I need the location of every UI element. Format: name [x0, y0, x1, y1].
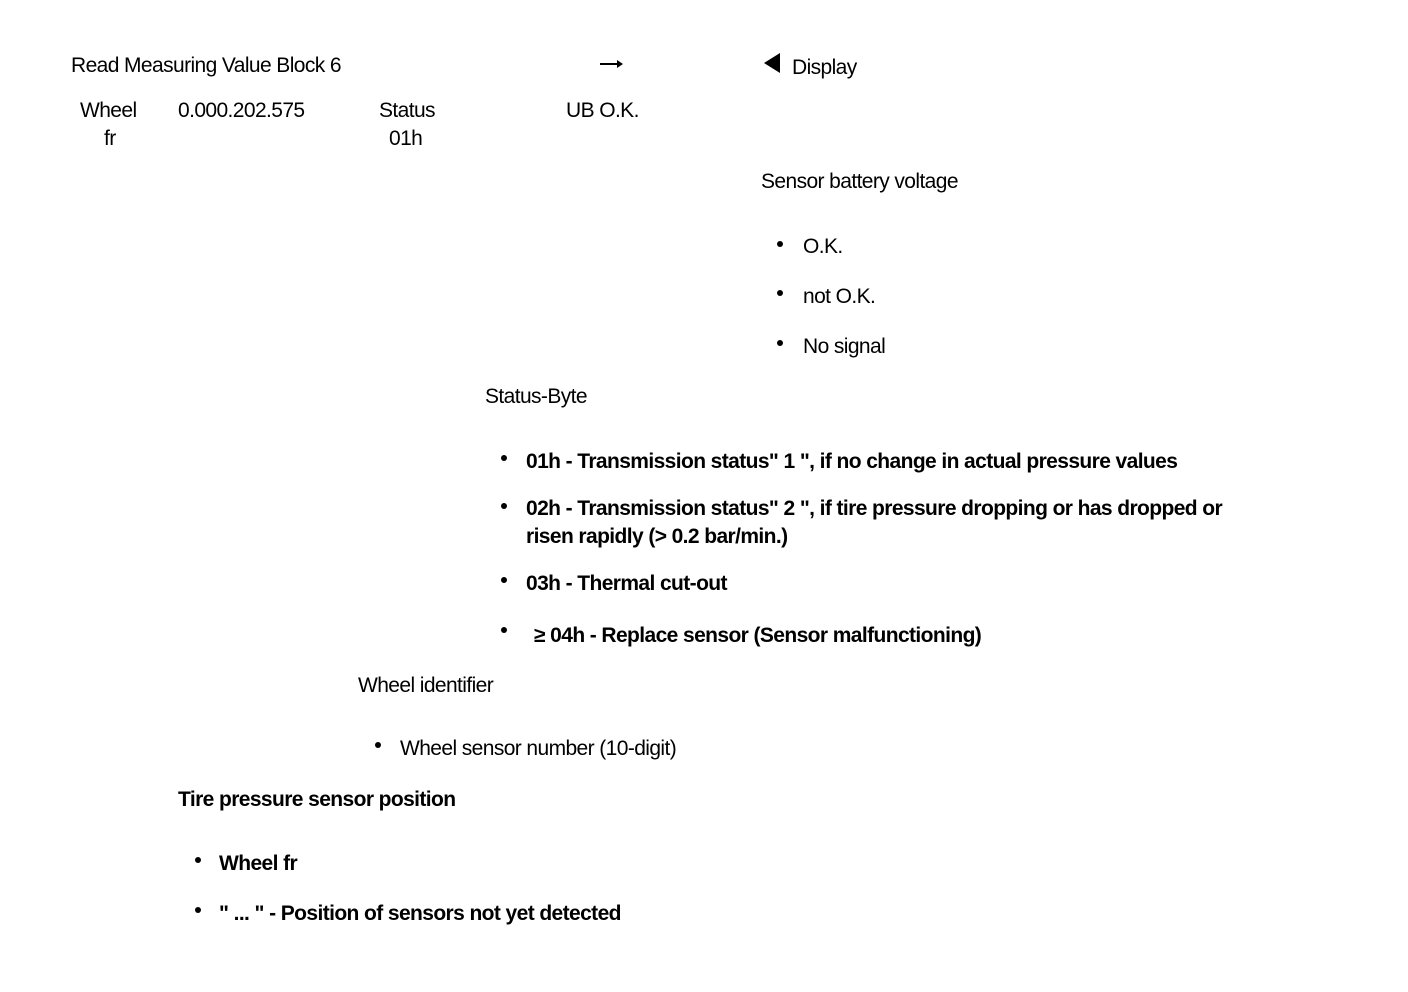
sensor-battery-heading: Sensor battery voltage	[761, 170, 958, 193]
battery-state-value: UB O.K.	[566, 99, 639, 122]
wheel-identifier-heading: Wheel identifier	[358, 674, 494, 697]
list-item: O.K.	[803, 235, 843, 258]
status-value: 01h	[389, 127, 423, 150]
right-arrow-icon	[600, 58, 624, 70]
left-triangle-icon	[764, 53, 780, 73]
bullet-icon	[777, 340, 783, 346]
bullet-icon	[195, 857, 201, 863]
bullet-icon	[777, 290, 783, 296]
page-title: Read Measuring Value Block 6	[71, 54, 341, 77]
bullet-icon	[777, 241, 783, 247]
list-item: Wheel fr	[219, 852, 298, 875]
bullet-icon	[501, 627, 507, 633]
status-byte-heading: Status-Byte	[485, 385, 587, 408]
bullet-icon	[501, 577, 507, 583]
bullet-icon	[375, 742, 381, 748]
wheel-position: fr	[104, 127, 116, 150]
sensor-number-value: 0.000.202.575	[178, 99, 305, 122]
list-item-continuation: risen rapidly (> 0.2 bar/min.)	[526, 525, 788, 548]
list-item: ≥ 04h - Replace sensor (Sensor malfunctioning)	[534, 624, 982, 647]
wheel-label: Wheel	[80, 99, 137, 122]
list-item: No signal	[803, 335, 886, 358]
display-label: Display	[792, 56, 857, 79]
status-label: Status	[379, 99, 435, 122]
bullet-icon	[501, 503, 507, 509]
list-item: " ... " - Position of sensors not yet detected	[219, 902, 621, 925]
list-item: Wheel sensor number (10-digit)	[400, 737, 677, 760]
list-item: not O.K.	[803, 285, 876, 308]
bullet-icon	[195, 907, 201, 913]
list-item: 02h - Transmission status" 2 ", if tire pressure dropping or has dropped or	[526, 497, 1223, 520]
bullet-icon	[501, 455, 507, 461]
list-item: 03h - Thermal cut-out	[526, 572, 727, 595]
tire-pressure-position-heading: Tire pressure sensor position	[178, 788, 456, 811]
list-item: 01h - Transmission status" 1 ", if no change in actual pressure values	[526, 450, 1178, 473]
